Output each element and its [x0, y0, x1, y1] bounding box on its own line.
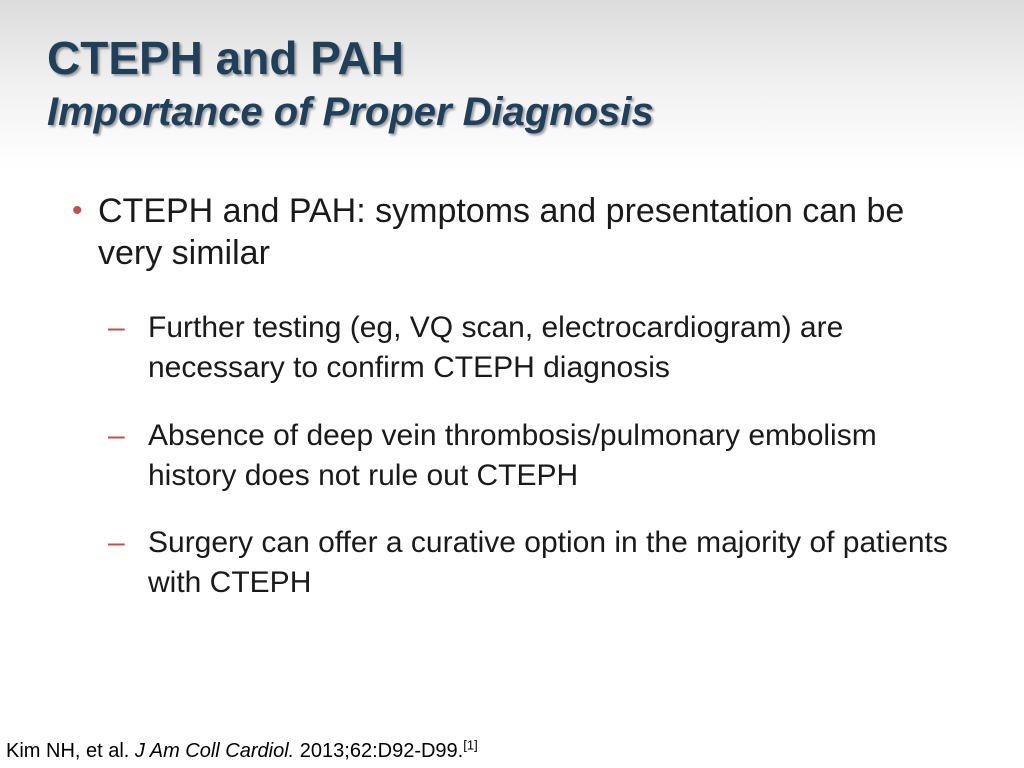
citation-ref: [1] — [463, 737, 478, 753]
main-bullet — [72, 190, 958, 274]
dash-icon: – — [108, 419, 125, 452]
citation — [6, 737, 478, 765]
slide-title: CTEPH and PAH — [47, 32, 404, 84]
slide-subtitle: Importance of Proper Diagnosis — [47, 90, 654, 134]
sub-bullet-item — [108, 308, 948, 388]
sub-bullet-item — [108, 523, 948, 603]
title-block — [47, 30, 654, 138]
dash-icon: – — [108, 526, 125, 559]
dash-icon: – — [108, 311, 125, 344]
sub-bullet-item — [108, 416, 948, 496]
sub-bullet-text: Further testing (eg, VQ scan, electrocardiogram) are necessary to confirm CTEPH diagnosis — [148, 311, 844, 384]
sub-bullet-text: Surgery can offer a curative option in the majority of patients with CTEPH — [148, 526, 948, 599]
bullet-dot-icon: • — [72, 194, 83, 227]
citation-authors: Kim NH, et al. — [6, 740, 130, 762]
citation-journal: J Am Coll Cardiol. — [134, 740, 295, 762]
citation-details: 2013;62:D92-D99. — [299, 740, 464, 762]
main-bullet-text: CTEPH and PAH: symptoms and presentation can be very similar — [98, 192, 905, 272]
sub-bullet-text: Absence of deep vein thrombosis/pulmonary embolism history does not rule out CTEPH — [148, 419, 877, 492]
